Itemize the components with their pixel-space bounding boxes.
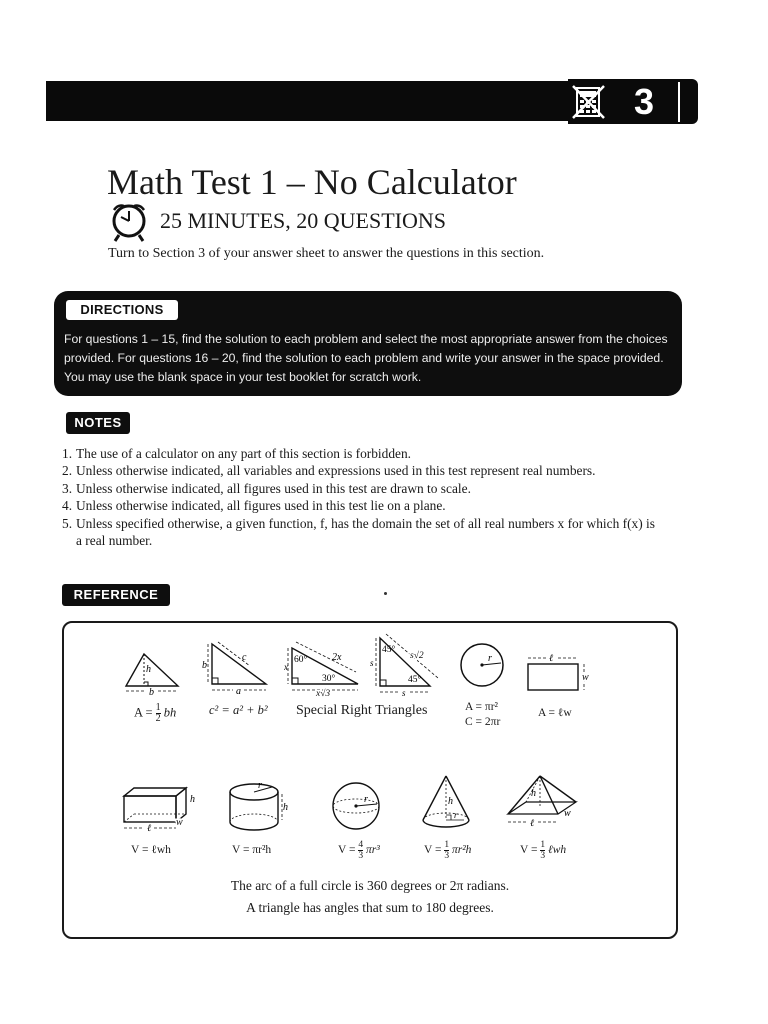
label-a: a xyxy=(236,686,241,697)
page-title: Math Test 1 – No Calculator xyxy=(107,162,517,202)
rectangle-figure xyxy=(522,650,594,694)
section-instruction: Turn to Section 3 of your answer sheet to answer the questions in this section. xyxy=(108,246,545,261)
label-l: ℓ xyxy=(530,818,535,829)
frac-den: 3 xyxy=(358,851,364,861)
label-r: r xyxy=(364,794,368,805)
formula-right: bh xyxy=(163,705,177,720)
note-item xyxy=(62,462,662,479)
pyramid-figure xyxy=(502,772,582,834)
cone-figure xyxy=(418,772,476,834)
pythagorean-formula: c² = a² + b² xyxy=(209,703,268,717)
frac-num: 1 xyxy=(444,840,450,850)
note-text: Unless otherwise indicated, all figures used in this test lie on a plane. xyxy=(76,498,446,514)
directions-text: For questions 1 – 15, find the solution to each problem and select the most appropriate answer from the choices provided. For questions 16 – 20, find the solution to each problem and write your answer in the space provided. You may use the blank space in your test booklet for scratch work. xyxy=(64,332,668,384)
formula-fraction xyxy=(444,840,449,861)
note-number: 1. xyxy=(62,446,73,461)
cylinder-volume-formula: V = πr²h xyxy=(232,844,272,856)
label-30-degrees: 30° xyxy=(322,674,336,684)
section-tab-divider xyxy=(678,82,680,122)
formula-left: V = xyxy=(338,844,356,857)
section-number: 3 xyxy=(633,81,655,122)
formula-right: πr²h xyxy=(451,844,472,857)
45-45-90-triangle-figure xyxy=(368,630,444,700)
frac-den: 3 xyxy=(444,851,450,861)
triangle-figure xyxy=(122,650,184,696)
note-item xyxy=(62,497,662,514)
circle-circumference-formula: C = 2πr xyxy=(465,716,501,728)
label-h: h xyxy=(146,664,151,675)
box-volume-formula: V = ℓwh xyxy=(131,844,171,856)
sphere-figure xyxy=(328,778,386,834)
note-item xyxy=(62,515,662,550)
label-w: w xyxy=(582,672,589,683)
arc-degrees-note: The arc of a full circle is 360 degrees or 2π radians. xyxy=(230,878,510,893)
formula-fraction xyxy=(156,703,161,724)
label-h: h xyxy=(448,796,453,807)
note-number: 2. xyxy=(62,463,73,479)
formula-left: V = xyxy=(424,844,442,857)
label-w: w xyxy=(564,808,571,819)
frac-den: 3 xyxy=(540,851,546,861)
label-s: s xyxy=(402,688,406,698)
no-calculator-icon xyxy=(570,84,610,120)
label-x-root3: x√3 xyxy=(316,689,331,699)
clock-icon xyxy=(108,202,152,244)
notes-list xyxy=(62,445,662,549)
formula-left: V = xyxy=(520,844,538,857)
triangle-angles-note: A triangle has angles that sum to 180 degrees. xyxy=(246,900,494,915)
label-45-degrees: 45° xyxy=(408,675,422,685)
frac-num: 1 xyxy=(540,840,546,850)
label-h: h xyxy=(190,794,195,805)
special-triangles-label: Special Right Triangles xyxy=(296,703,428,718)
label-s: s xyxy=(370,658,374,668)
label-45-degrees: 45° xyxy=(382,645,396,655)
note-item xyxy=(62,445,662,462)
formula-right: ℓwh xyxy=(547,844,567,857)
note-number: 5. xyxy=(62,515,73,531)
frac-num: 4 xyxy=(358,840,364,850)
pyramid-volume-formula xyxy=(520,840,566,861)
30-60-90-triangle-figure xyxy=(284,636,362,700)
label-2x: 2x xyxy=(332,652,342,663)
label-60-degrees: 60° xyxy=(294,655,308,665)
formula-left: A = xyxy=(134,705,153,720)
circle-area-formula: A = πr² xyxy=(465,701,498,713)
frac-num: 1 xyxy=(155,702,161,713)
formula-right: πr³ xyxy=(365,844,380,857)
label-w: w xyxy=(176,817,183,828)
header-band xyxy=(46,81,574,121)
label-c: c xyxy=(242,652,247,663)
cylinder-figure xyxy=(224,780,294,834)
triangle-area-formula xyxy=(134,703,176,724)
label-l: ℓ xyxy=(147,823,152,832)
label-x: x xyxy=(284,662,288,672)
label-b: b xyxy=(149,687,154,696)
label-r: r xyxy=(258,780,262,791)
note-number: 4. xyxy=(62,498,73,514)
formula-fraction xyxy=(358,840,363,861)
label-h: h xyxy=(283,802,288,813)
directions-label: DIRECTIONS xyxy=(66,300,178,320)
note-text: Unless otherwise indicated, all figures used in this test are drawn to scale. xyxy=(76,480,471,496)
stray-dot xyxy=(384,592,387,595)
cone-volume-formula xyxy=(424,840,471,861)
reference-label: REFERENCE xyxy=(62,584,170,606)
note-text: The use of a calculator on any part of this section is forbidden. xyxy=(76,446,412,461)
right-triangle-figure xyxy=(200,638,270,698)
label-r: r xyxy=(454,810,458,820)
note-text: Unless otherwise indicated, all variables and expressions used in this test represent real numbers. xyxy=(76,463,596,479)
time-and-question-count: 25 MINUTES, 20 QUESTIONS xyxy=(160,208,446,233)
label-h: h xyxy=(531,788,536,799)
note-item xyxy=(62,480,662,497)
label-l: ℓ xyxy=(549,653,554,664)
rectangle-area-formula: A = ℓw xyxy=(538,707,572,719)
notes-label: NOTES xyxy=(66,412,130,434)
label-r: r xyxy=(488,653,492,664)
frac-den: 2 xyxy=(155,713,161,724)
label-s-root2: s√2 xyxy=(410,651,424,661)
note-number: 3. xyxy=(62,480,73,496)
note-text: Unless specified otherwise, a given function, f, has the domain the set of all real numbers x for which f(x) is a real number. xyxy=(76,515,655,549)
circle-figure xyxy=(458,641,506,689)
formula-fraction xyxy=(540,840,545,861)
sphere-volume-formula xyxy=(338,840,380,861)
rectangular-box-figure xyxy=(118,782,198,832)
label-b: b xyxy=(202,660,207,671)
